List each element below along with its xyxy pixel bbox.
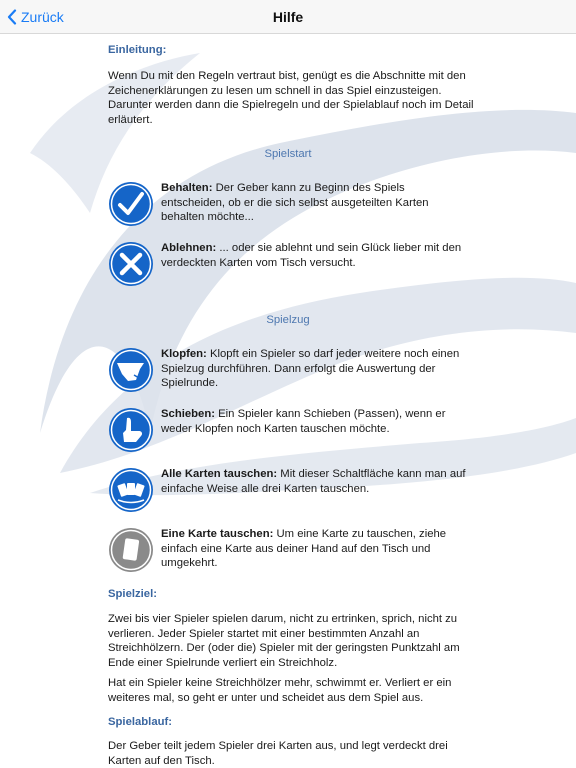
intro-text: Wenn Du mit den Regeln vertraut bist, genügt es die Abschnitte mit den Zeichenerklärungen zu lesen um schnell in das Spiel einzusteigen. Darunter werden dann die Spielregeln und der Spielablauf noch im Detail erläutert. [108, 70, 474, 126]
single-card-icon [108, 527, 154, 573]
spielziel-heading: Spielziel: [108, 588, 157, 600]
alle-karten-label: Alle Karten tauschen: [161, 468, 278, 480]
item-behalten [108, 181, 478, 241]
spielstart-title: Spielstart [264, 148, 312, 160]
swap-all-cards-icon [108, 467, 154, 513]
klopfen-label: Klopfen: [161, 348, 207, 360]
item-alle-karten-tauschen [108, 467, 478, 527]
intro-heading: Einleitung: [108, 44, 167, 56]
spielablauf-paragraph-1: Der Geber teilt jedem Spieler drei Karten aus, und legt verdeckt drei Karten auf den Tisch. [108, 740, 448, 767]
schieben-label: Schieben: [161, 408, 215, 420]
cross-icon [108, 241, 154, 287]
spielziel-paragraph-1: Zwei bis vier Spieler spielen darum, nicht zu ertrinken, sprich, nicht zu verlieren. Jeder Spieler startet mit einer bestimmten Anzahl an Streichhölzern. Der (oder die) Spieler mit der geringsten Punktzahl am Ende einer Spielrunde verliert ein Streichholz. [108, 613, 460, 669]
page-title: Hilfe [272, 9, 304, 25]
ablehnen-label: Ablehnen: [161, 242, 217, 254]
pushing-hand-icon [108, 407, 154, 453]
item-klopfen [108, 347, 478, 407]
alle-karten-text: Mit dieser Schaltfläche kann man auf einfache Weise alle drei Karten tauschen. [161, 468, 466, 495]
eine-karte-label: Eine Karte tauschen: [161, 528, 274, 540]
knocking-hand-icon [108, 347, 154, 393]
navigation-bar [0, 0, 576, 34]
spielzug-title: Spielzug [266, 314, 310, 326]
klopfen-text: Klopft ein Spieler so darf jeder weitere noch einen Spielzug durchführen. Dann erfolgt die Auswertung der Spielrunde. [161, 348, 460, 389]
behalten-text: Der Geber kann zu Beginn des Spiels entscheiden, ob er die sich selbst ausgeteilten Karten behalten möchte... [161, 182, 429, 223]
back-button-label: Zurück [21, 9, 64, 25]
behalten-label: Behalten: [161, 182, 213, 194]
checkmark-icon [108, 181, 154, 227]
ablehnen-text: ... oder sie ablehnt und sein Glück lieber mit den verdeckten Karten vom Tisch versucht. [161, 242, 462, 269]
item-schieben [108, 407, 478, 467]
item-ablehnen [108, 241, 478, 301]
eine-karte-text: Um eine Karte zu tauschen, ziehe einfach eine Karte aus deiner Hand auf den Tisch und umgekehrt. [161, 528, 447, 569]
spielziel-paragraph-2: Hat ein Spieler keine Streichhölzer mehr, schwimmt er. Verliert er ein weiteres mal, so geht er unter und scheidet aus dem Spiel aus. [108, 677, 452, 704]
schieben-text: Ein Spieler kann Schieben (Passen), wenn er weder Klopfen noch Karten tauschen möchte. [161, 408, 446, 435]
item-eine-karte-tauschen [108, 527, 478, 587]
spielablauf-heading: Spielablauf: [108, 716, 173, 728]
